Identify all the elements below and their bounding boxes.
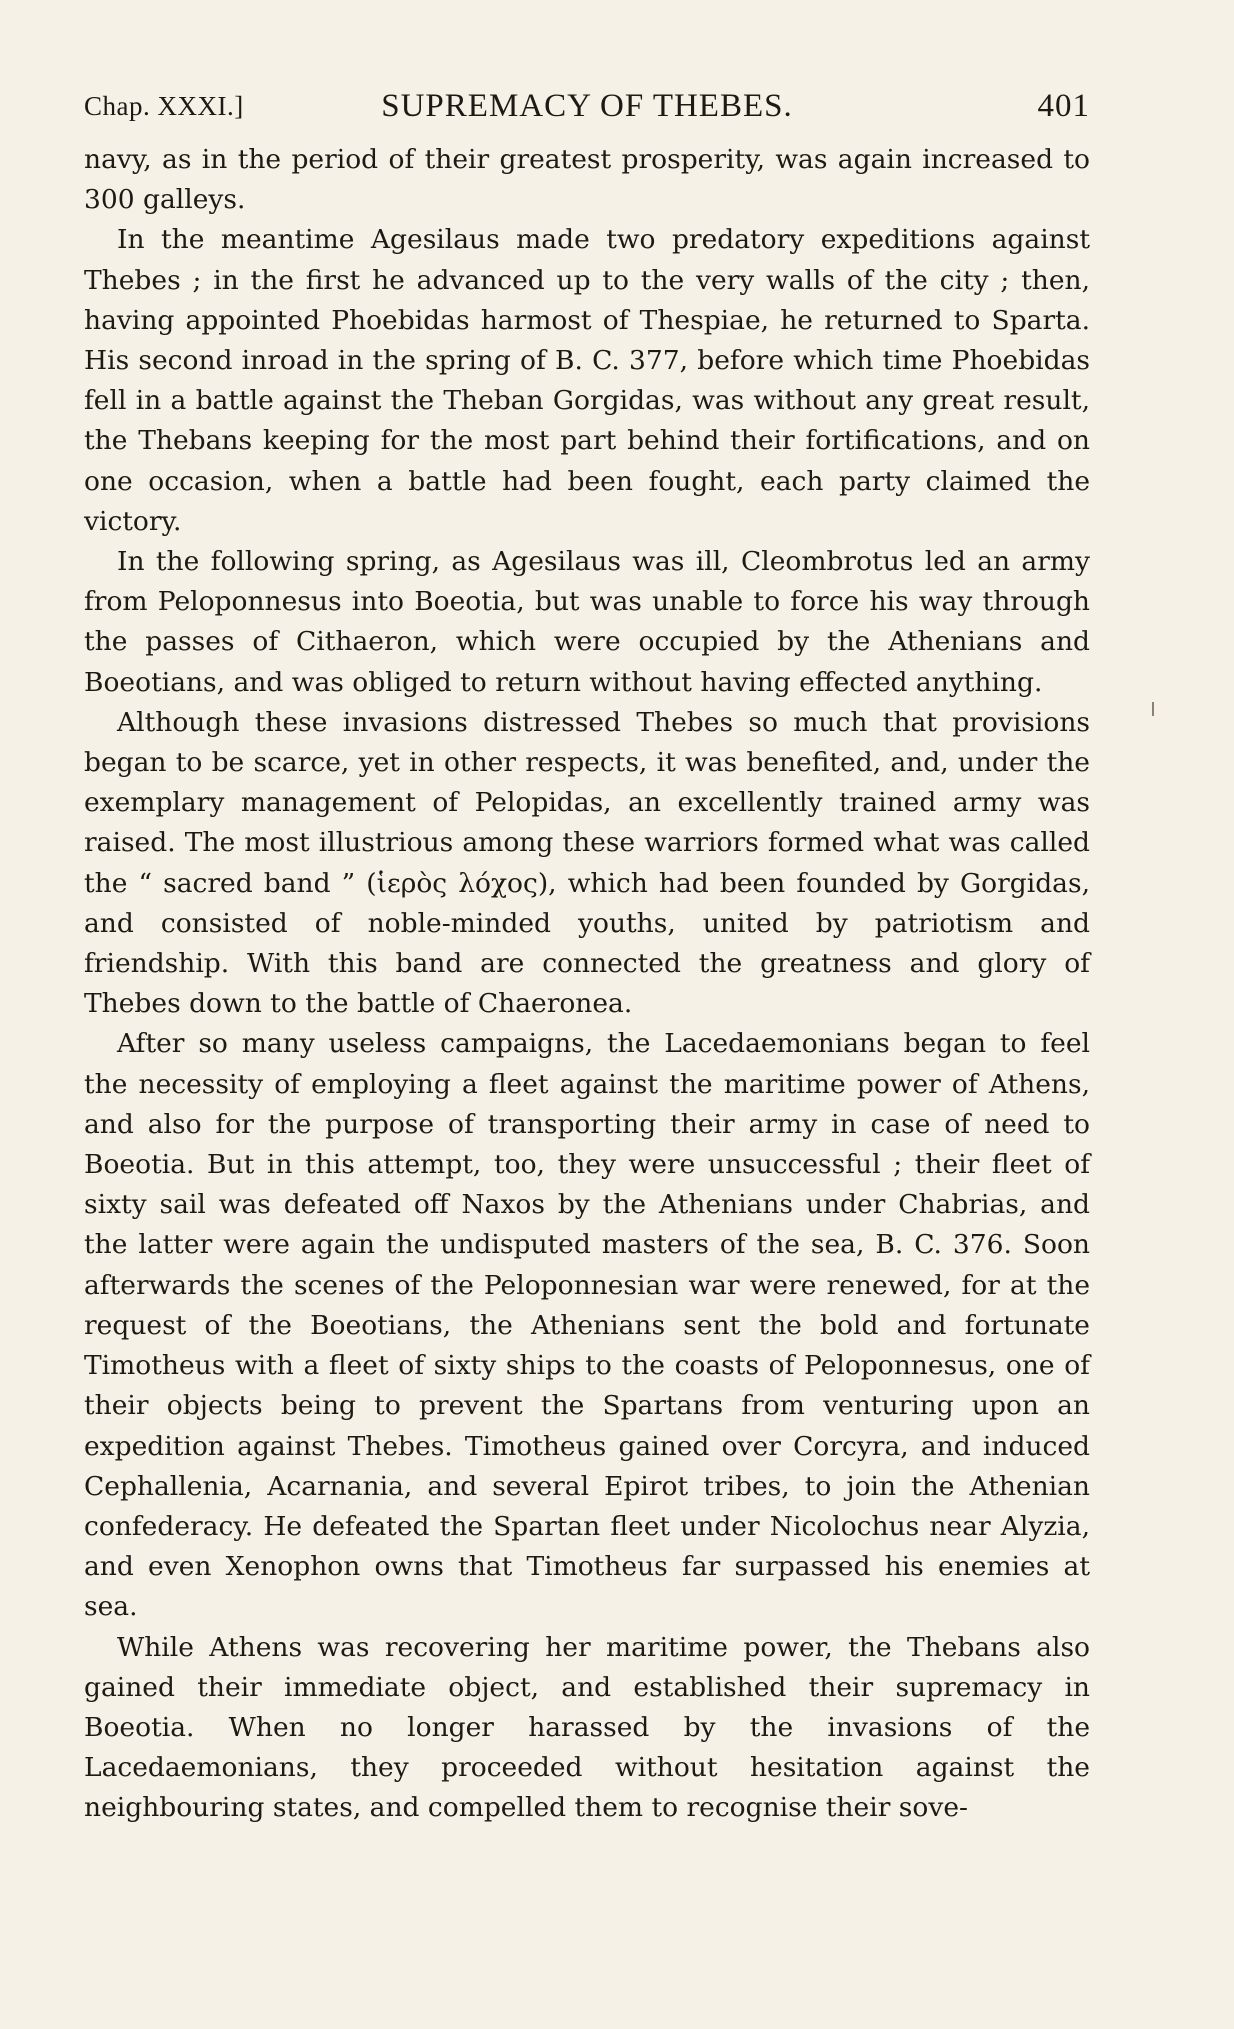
book-page bbox=[84, 80, 1090, 1829]
paragraph: Although these invasions distressed Thebes so much that provisions began to be scarce, yet in other respects, it was benefited, and, under the exemplary management of Pelopidas, an excellently trained army was raised. The most illustrious among these warriors formed what was called the “ sacred band ” (ἱερὸς λόχος), which had been founded by Gorgidas, and consisted of noble-minded youths, united by patriotism and friendship. With this band are connected the greatness and glory of Thebes down to the battle of Chaeronea. bbox=[84, 706, 1090, 1020]
running-head bbox=[84, 80, 1090, 132]
paragraph: After so many useless campaigns, the Lacedaemonians began to feel the necessity of employing a fleet against the maritime power of Athens, and also for the purpose of transporting their army in case of need to Boeotia. But in this attempt, too, they were unsuccessful ; their fleet of sixty sail was defeated off Naxos by the Athenians under Chabrias, and the latter were again the undisputed masters of the sea, B. C. 376. Soon afterwards the scenes of the Peloponnesian war were renewed, for at the request of the Boeotians, the Athenians sent the bold and fortunate Timotheus with a fleet of sixty ships to the coasts of Peloponnesus, one of their objects being to prevent the Spartans from venturing upon an expedition against Thebes. Timotheus gained over Corcyra, and induced Cephallenia, Acarnania, and several Epirot tribes, to join the Athenian confederacy. He defeated the Spartan fleet under Nicolochus near Alyzia, and even Xenophon owns that Timotheus far surpassed his enemies at sea. bbox=[84, 1028, 1090, 1623]
running-title: SUPREMACY OF THEBES. bbox=[381, 88, 793, 124]
paragraph: In the meantime Agesilaus made two predatory expeditions against Thebes ; in the first he advanced up to the very walls of the city ; then, having appointed Phoebidas harmost of Thespiae, he returned to Sparta. His second inroad in the spring of B. C. 377, before which time Phoebidas fell in a battle against the Theban Gorgidas, was without any great result, the Thebans keeping for the most part behind their fortifications, and on one occasion, when a battle had been fought, each party claimed the victory. bbox=[84, 224, 1090, 537]
paragraph: In the following spring, as Agesilaus was ill, Cleombrotus led an army from Peloponnesus into Boeotia, but was unable to force his way through the passes of Cithaeron, which were occupied by the Athenians and Boeotians, and was obliged to return without having effected anything. bbox=[84, 546, 1090, 698]
page-number: 401 bbox=[1037, 88, 1090, 124]
margin-mark bbox=[1152, 702, 1154, 716]
chapter-label: Chap. XXXI.] bbox=[84, 91, 244, 121]
paragraph-continued: navy, as in the period of their greatest prosperity, was again increased to 300 galleys. bbox=[84, 144, 1090, 216]
paragraph: While Athens was recovering her maritime power, the Thebans also gained their immediate object, and established their supremacy in Boeotia. When no longer harassed by the invasions of the Lacedaemonians, they proceeded without hesitation against the neighbouring states, and compelled them to recognise their sove- bbox=[84, 1631, 1090, 1824]
body-text bbox=[84, 140, 1090, 1829]
